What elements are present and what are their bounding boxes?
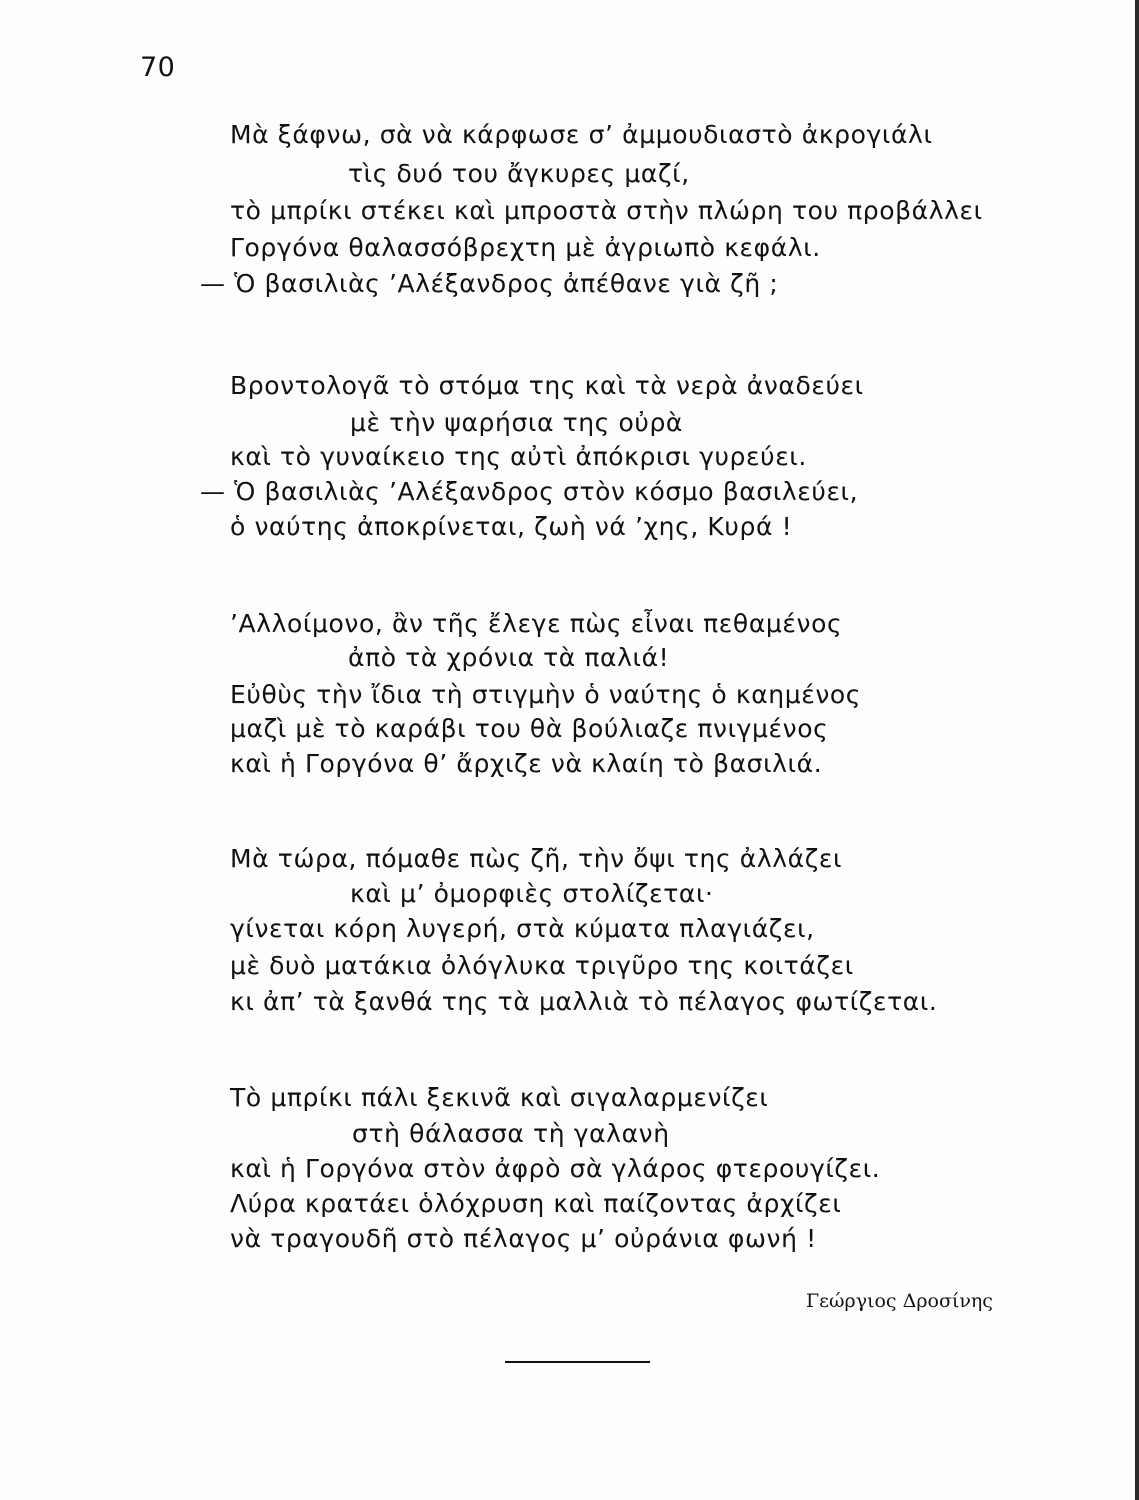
author-signature: Γεώργιος Δροσίνης (806, 1290, 993, 1312)
poem-line: νὰ τραγουδῆ στὸ πέλαγος μ’ οὐράνια φωνή ! (230, 1224, 817, 1253)
poem-line: — Ὁ βασιλιὰς ’Αλέξανδρος στὸν κόσμο βασιλεύει, (200, 477, 859, 506)
section-divider (505, 1361, 650, 1363)
poem-line: καὶ ἡ Γοργόνα στὸν ἀφρὸ σὰ γλάρος φτερουγίζει. (230, 1154, 881, 1183)
poem-line: Λύρα κρατάει ὁλόχρυση καὶ παίζοντας ἀρχίζει (230, 1189, 842, 1218)
poem-line: τὸ μπρίκι στέκει καὶ μπροστὰ στὴν πλώρη του προβάλλει (230, 196, 983, 225)
poem-line: μὲ τὴν ψαρήσια της οὐρὰ (350, 408, 684, 437)
poem-line: Τὸ μπρίκι πάλι ξεκινᾶ καὶ σιγαλαρμενίζει (230, 1083, 769, 1112)
poem-line: — Ὁ βασιλιὰς ’Αλέξανδρος ἀπέθανε γιὰ ζῆ ; (200, 269, 779, 298)
poem-line: ὁ ναύτης ἀποκρίνεται, ζωὴ νά ’χης, Κυρά ! (230, 512, 793, 541)
poem-line: Βροντολογᾶ τὸ στόμα της καὶ τὰ νερὰ ἀναδεύει (230, 371, 864, 400)
poem-line: ’Αλλοίμονο, ἂν τῆς ἔλεγε πὼς εἶναι πεθαμένος (230, 609, 843, 638)
poem-line: Μὰ τώρα, πόμαθε πὼς ζῆ, τὴν ὄψι της ἀλλάζει (230, 844, 843, 873)
poem-line: γίνεται κόρη λυγερή, στὰ κύματα πλαγιάζει, (230, 914, 815, 943)
poem-line: μαζὶ μὲ τὸ καράβι του θὰ βούλιαζε πνιγμένος (230, 714, 829, 743)
poem-line: τὶς δυό του ἄγκυρες μαζί, (348, 159, 690, 188)
poem-line: καὶ τὸ γυναίκειο της αὐτὶ ἀπόκρισι γυρεύει. (230, 442, 807, 471)
poem-line: ἀπὸ τὰ χρόνια τὰ παλιά! (348, 643, 670, 672)
poem-line: Εὐθὺς τὴν ἴδια τὴ στιγμὴν ὁ ναύτης ὁ καημένος (230, 680, 862, 709)
poem-line: Μὰ ξάφνω, σὰ νὰ κάρφωσε σ’ ἀμμουδιαστὸ ἀκρογιάλι (230, 120, 933, 149)
page-number: 70 (140, 52, 176, 83)
poem-line: μὲ δυὸ ματάκια ὀλόγλυκα τριγῦρο της κοιτάζει (230, 951, 854, 980)
poem-line: Γοργόνα θαλασσόβρεχτη μὲ ἀγριωπὸ κεφάλι. (230, 233, 821, 262)
poem-line: καὶ μ’ ὀμορφιὲς στολίζεται· (350, 879, 714, 908)
poem-line: στὴ θάλασσα τὴ γαλανὴ (352, 1119, 670, 1148)
poem-line: καὶ ἡ Γοργόνα θ’ ἄρχιζε νὰ κλαίη τὸ βασιλιά. (230, 749, 823, 778)
poem-line: κι ἀπ’ τὰ ξανθά της τὰ μαλλιὰ τὸ πέλαγος φωτίζεται. (230, 987, 938, 1016)
